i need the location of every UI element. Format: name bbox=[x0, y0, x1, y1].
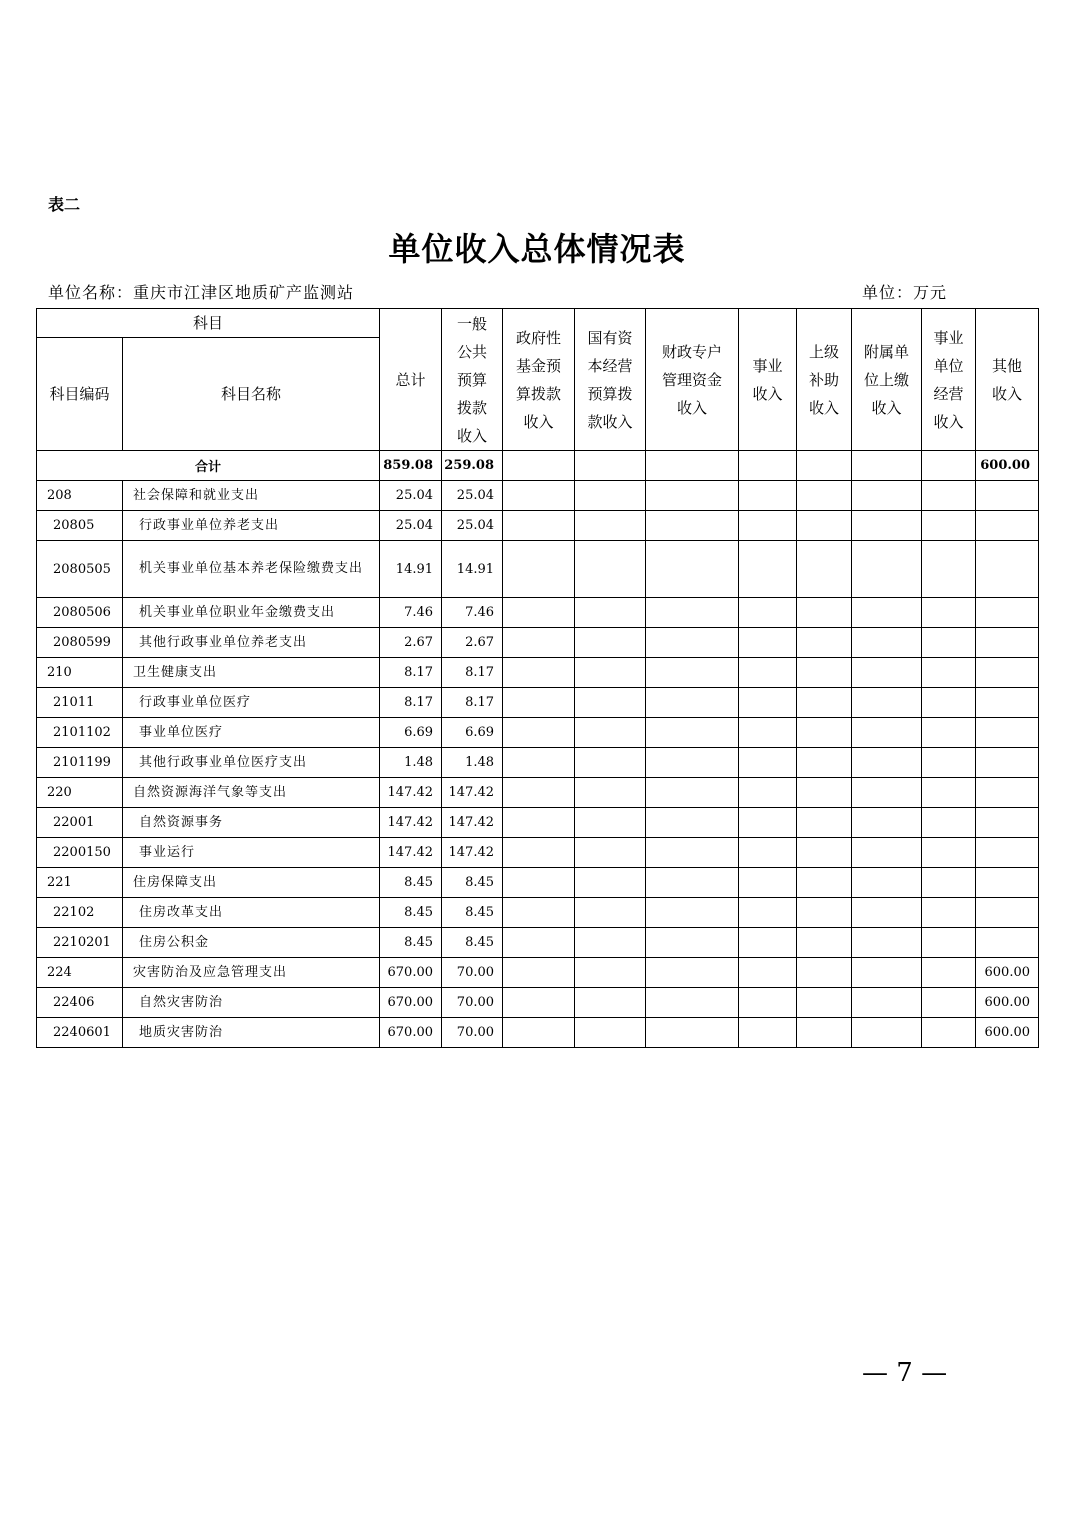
header-operating: 事业单位经营收入 bbox=[922, 309, 976, 451]
row-general: 8.17 bbox=[442, 658, 503, 688]
row-total: 8.45 bbox=[380, 868, 442, 898]
row-other: 600.00 bbox=[976, 988, 1039, 1018]
table-row bbox=[37, 958, 1039, 988]
header-general: 一般公共预算拨款收入 bbox=[442, 309, 503, 451]
row-name: 住房公积金 bbox=[123, 928, 380, 958]
unit-name: 单位名称：重庆市江津区地质矿产监测站 bbox=[48, 283, 355, 302]
row-code: 2080506 bbox=[37, 598, 123, 628]
header-superior: 上级补助收入 bbox=[797, 309, 852, 451]
row-general: 8.17 bbox=[442, 688, 503, 718]
total-total: 859.08 bbox=[380, 451, 442, 481]
row-other bbox=[976, 688, 1039, 718]
row-other bbox=[976, 808, 1039, 838]
row-other: 600.00 bbox=[976, 958, 1039, 988]
row-other bbox=[976, 718, 1039, 748]
row-name: 事业单位医疗 bbox=[123, 718, 380, 748]
table-row bbox=[37, 511, 1039, 541]
row-code: 2080599 bbox=[37, 628, 123, 658]
row-total: 14.91 bbox=[380, 541, 442, 598]
row-general: 70.00 bbox=[442, 958, 503, 988]
row-name: 卫生健康支出 bbox=[123, 658, 380, 688]
table-row bbox=[37, 898, 1039, 928]
row-other bbox=[976, 928, 1039, 958]
table-row bbox=[37, 778, 1039, 808]
row-other bbox=[976, 658, 1039, 688]
row-total: 147.42 bbox=[380, 808, 442, 838]
row-other bbox=[976, 511, 1039, 541]
row-total: 7.46 bbox=[380, 598, 442, 628]
table-row bbox=[37, 598, 1039, 628]
row-total: 670.00 bbox=[380, 958, 442, 988]
table-row bbox=[37, 928, 1039, 958]
page-title: 单位收入总体情况表 bbox=[388, 230, 686, 268]
row-name: 灾害防治及应急管理支出 bbox=[123, 958, 380, 988]
table-row bbox=[37, 718, 1039, 748]
table-row bbox=[37, 658, 1039, 688]
table-row bbox=[37, 541, 1039, 598]
row-general: 25.04 bbox=[442, 481, 503, 511]
row-other bbox=[976, 598, 1039, 628]
header-total: 总计 bbox=[380, 309, 442, 451]
row-code: 22406 bbox=[37, 988, 123, 1018]
row-code: 2210201 bbox=[37, 928, 123, 958]
row-code: 2101102 bbox=[37, 718, 123, 748]
table-row bbox=[37, 481, 1039, 511]
row-general: 70.00 bbox=[442, 1018, 503, 1048]
row-code: 22102 bbox=[37, 898, 123, 928]
row-total: 8.45 bbox=[380, 898, 442, 928]
header-subject-name: 科目名称 bbox=[123, 338, 380, 451]
table-row bbox=[37, 748, 1039, 778]
row-general: 25.04 bbox=[442, 511, 503, 541]
header-special-fund: 财政专户管理资金收入 bbox=[646, 309, 739, 451]
table-row bbox=[37, 688, 1039, 718]
row-name: 自然资源海洋气象等支出 bbox=[123, 778, 380, 808]
row-general: 8.45 bbox=[442, 928, 503, 958]
row-name: 行政事业单位医疗 bbox=[123, 688, 380, 718]
header-subject-code: 科目编码 bbox=[37, 338, 123, 451]
row-general: 147.42 bbox=[442, 838, 503, 868]
row-total: 670.00 bbox=[380, 988, 442, 1018]
row-other bbox=[976, 778, 1039, 808]
row-total: 25.04 bbox=[380, 481, 442, 511]
row-total: 147.42 bbox=[380, 838, 442, 868]
header-state-capital: 国有资本经营预算拨款收入 bbox=[575, 309, 646, 451]
row-other bbox=[976, 748, 1039, 778]
row-general: 147.42 bbox=[442, 778, 503, 808]
row-other bbox=[976, 868, 1039, 898]
row-general: 14.91 bbox=[442, 541, 503, 598]
row-name: 机关事业单位职业年金缴费支出 bbox=[123, 598, 380, 628]
row-name: 行政事业单位养老支出 bbox=[123, 511, 380, 541]
header-gov-fund: 政府性基金预算拨款收入 bbox=[503, 309, 575, 451]
row-general: 2.67 bbox=[442, 628, 503, 658]
table-row bbox=[37, 988, 1039, 1018]
row-code: 2101199 bbox=[37, 748, 123, 778]
row-general: 7.46 bbox=[442, 598, 503, 628]
row-name: 自然资源事务 bbox=[123, 808, 380, 838]
row-code: 221 bbox=[37, 868, 123, 898]
row-code: 210 bbox=[37, 658, 123, 688]
row-total: 8.17 bbox=[380, 688, 442, 718]
table-row bbox=[37, 838, 1039, 868]
table-row bbox=[37, 1018, 1039, 1048]
row-code: 208 bbox=[37, 481, 123, 511]
row-code: 2080505 bbox=[37, 541, 123, 598]
row-other bbox=[976, 628, 1039, 658]
row-name: 自然灾害防治 bbox=[123, 988, 380, 1018]
row-code: 2240601 bbox=[37, 1018, 123, 1048]
row-other: 600.00 bbox=[976, 1018, 1039, 1048]
row-general: 70.00 bbox=[442, 988, 503, 1018]
total-label: 合计 bbox=[37, 451, 380, 481]
page-number: — 7 — bbox=[862, 1358, 948, 1388]
total-general: 259.08 bbox=[442, 451, 503, 481]
row-total: 8.45 bbox=[380, 928, 442, 958]
header-business: 事业收入 bbox=[739, 309, 797, 451]
header-other: 其他收入 bbox=[976, 309, 1039, 451]
row-name: 地质灾害防治 bbox=[123, 1018, 380, 1048]
row-name: 社会保障和就业支出 bbox=[123, 481, 380, 511]
row-code: 21011 bbox=[37, 688, 123, 718]
row-name: 其他行政事业单位养老支出 bbox=[123, 628, 380, 658]
table-row bbox=[37, 808, 1039, 838]
row-other bbox=[976, 541, 1039, 598]
row-total: 1.48 bbox=[380, 748, 442, 778]
total-other: 600.00 bbox=[976, 451, 1039, 481]
header-affiliated: 附属单位上缴收入 bbox=[852, 309, 922, 451]
row-name: 机关事业单位基本养老保险缴费支出 bbox=[123, 541, 380, 598]
row-code: 224 bbox=[37, 958, 123, 988]
row-general: 8.45 bbox=[442, 898, 503, 928]
table-row bbox=[37, 628, 1039, 658]
row-total: 25.04 bbox=[380, 511, 442, 541]
row-code: 2200150 bbox=[37, 838, 123, 868]
row-total: 8.17 bbox=[380, 658, 442, 688]
row-code: 22001 bbox=[37, 808, 123, 838]
row-name: 住房保障支出 bbox=[123, 868, 380, 898]
row-total: 6.69 bbox=[380, 718, 442, 748]
row-total: 147.42 bbox=[380, 778, 442, 808]
row-general: 147.42 bbox=[442, 808, 503, 838]
table-label: 表二 bbox=[48, 195, 81, 214]
table-row bbox=[37, 868, 1039, 898]
row-general: 8.45 bbox=[442, 868, 503, 898]
unit-label: 单位：万元 bbox=[862, 283, 948, 302]
row-name: 住房改革支出 bbox=[123, 898, 380, 928]
row-code: 20805 bbox=[37, 511, 123, 541]
row-total: 670.00 bbox=[380, 1018, 442, 1048]
row-general: 1.48 bbox=[442, 748, 503, 778]
row-other bbox=[976, 898, 1039, 928]
row-name: 其他行政事业单位医疗支出 bbox=[123, 748, 380, 778]
row-name: 事业运行 bbox=[123, 838, 380, 868]
row-general: 6.69 bbox=[442, 718, 503, 748]
income-table bbox=[36, 308, 1039, 1048]
row-other bbox=[976, 481, 1039, 511]
row-code: 220 bbox=[37, 778, 123, 808]
row-total: 2.67 bbox=[380, 628, 442, 658]
total-row bbox=[37, 451, 1039, 481]
row-other bbox=[976, 838, 1039, 868]
header-subject: 科目 bbox=[37, 309, 380, 338]
